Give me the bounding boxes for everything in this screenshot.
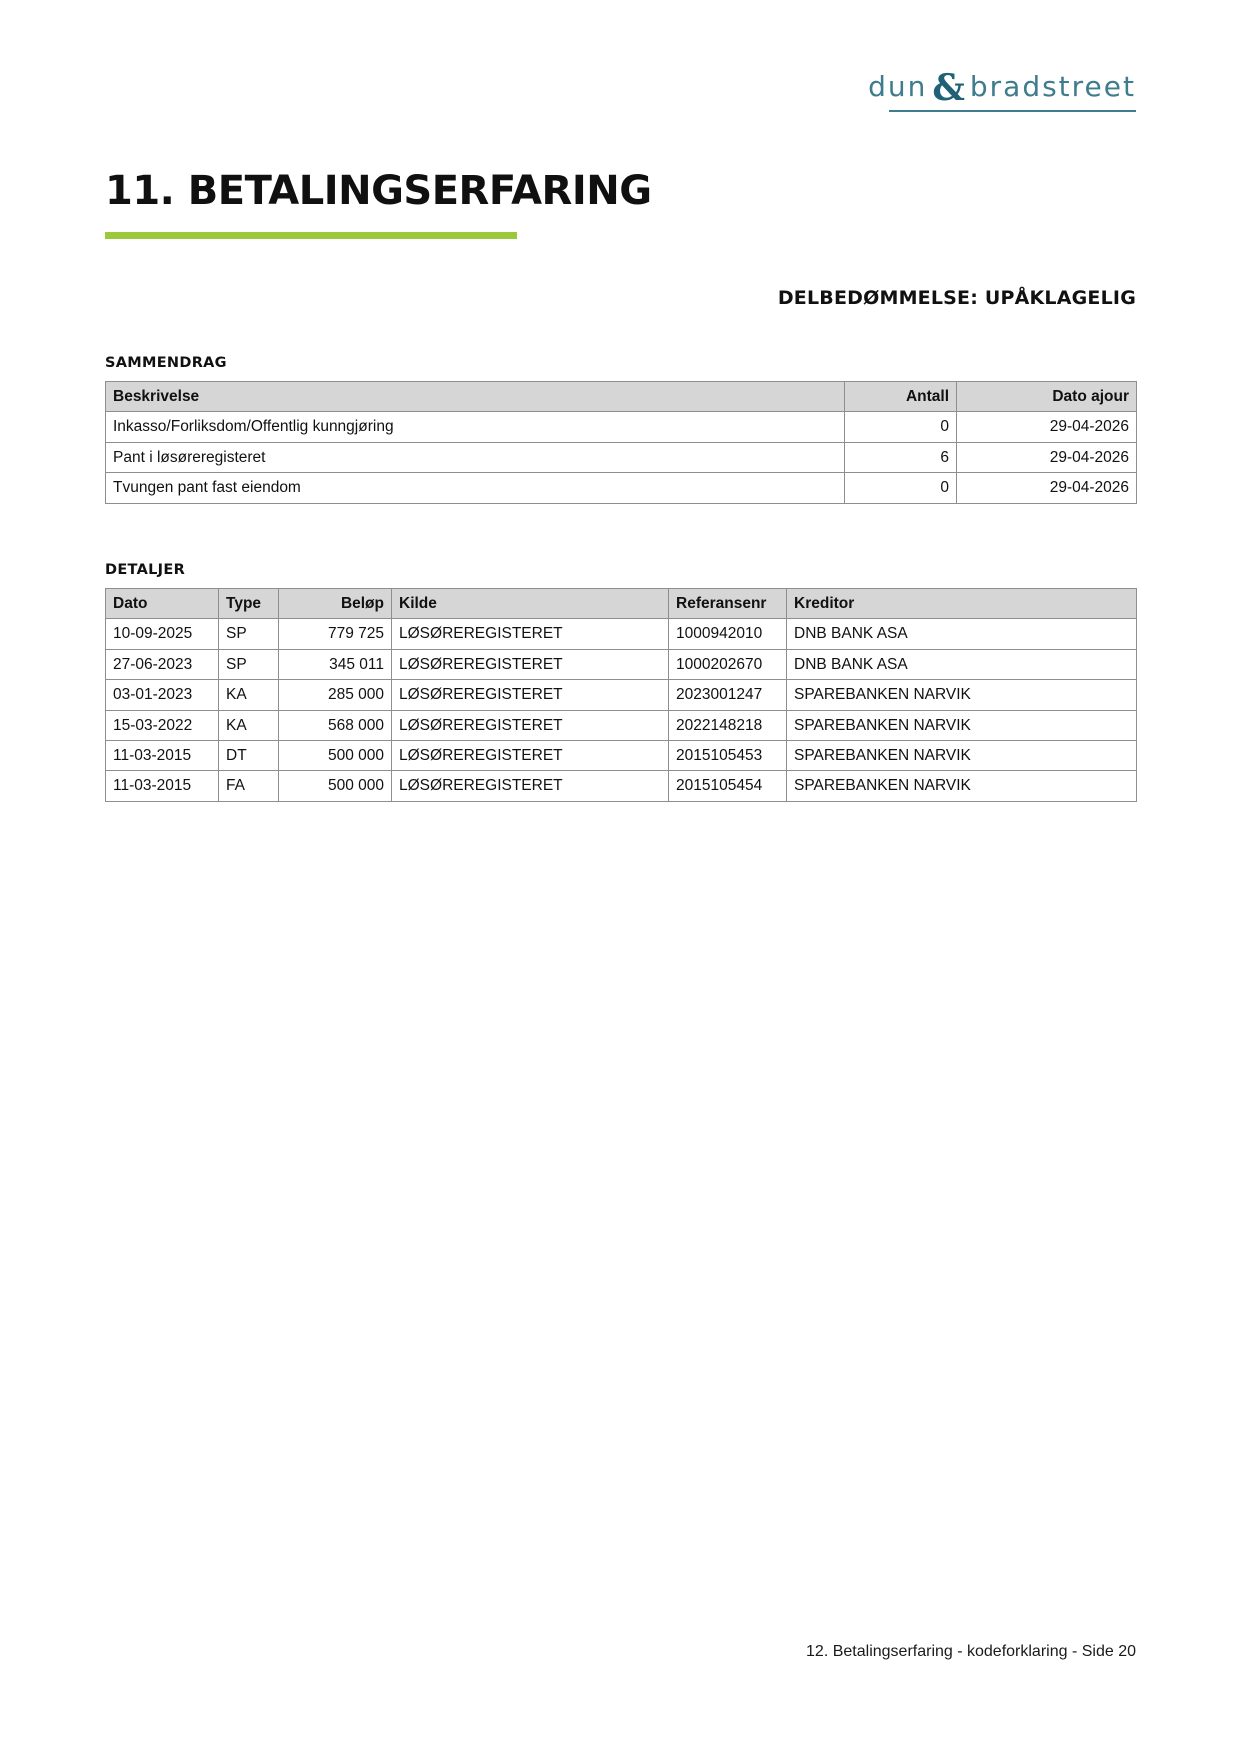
- title-accent-rule: [105, 232, 517, 239]
- details-cell-referansenr: 2023001247: [669, 680, 787, 710]
- table-row: [106, 680, 1137, 710]
- summary-cell-antall: 6: [845, 442, 957, 472]
- details-cell-kreditor: SPAREBANKEN NARVIK: [787, 680, 1137, 710]
- details-cell-belop: 345 011: [279, 649, 392, 679]
- details-section-label: DETALJER: [105, 562, 186, 578]
- summary-cell-antall: 0: [845, 473, 957, 503]
- summary-cell-dato: 29-04-2026: [957, 412, 1137, 442]
- summary-cell-antall: 0: [845, 412, 957, 442]
- details-cell-dato: 10-09-2025: [106, 619, 219, 649]
- table-row: [106, 412, 1137, 442]
- logo-underline: [889, 110, 1136, 112]
- details-cell-kilde: LØSØREREGISTERET: [392, 710, 669, 740]
- page-title: 11. BETALINGSERFARING: [105, 168, 652, 214]
- details-cell-referansenr: 2015105453: [669, 740, 787, 770]
- table-row: [106, 649, 1137, 679]
- details-header-belop: Beløp: [279, 589, 392, 619]
- details-cell-referansenr: 2022148218: [669, 710, 787, 740]
- summary-header-antall: Antall: [845, 382, 957, 412]
- details-cell-belop: 500 000: [279, 771, 392, 801]
- details-cell-belop: 779 725: [279, 619, 392, 649]
- details-cell-dato: 11-03-2015: [106, 771, 219, 801]
- details-header-referansenr: Referansenr: [669, 589, 787, 619]
- details-cell-referansenr: 1000942010: [669, 619, 787, 649]
- table-row: [106, 710, 1137, 740]
- table-row: [106, 771, 1137, 801]
- details-cell-kilde: LØSØREREGISTERET: [392, 680, 669, 710]
- details-cell-type: KA: [219, 710, 279, 740]
- details-header-kreditor: Kreditor: [787, 589, 1137, 619]
- details-cell-referansenr: 1000202670: [669, 649, 787, 679]
- details-cell-kreditor: SPAREBANKEN NARVIK: [787, 740, 1137, 770]
- details-cell-kreditor: SPAREBANKEN NARVIK: [787, 710, 1137, 740]
- details-table: [105, 588, 1137, 802]
- page-footer: 12. Betalingserfaring - kodeforklaring - Side 20: [806, 1643, 1136, 1660]
- details-header-type: Type: [219, 589, 279, 619]
- table-row: [106, 740, 1137, 770]
- summary-table: [105, 381, 1137, 504]
- details-cell-type: DT: [219, 740, 279, 770]
- details-cell-referansenr: 2015105454: [669, 771, 787, 801]
- logo-ampersand-icon: &: [932, 67, 965, 109]
- details-cell-dato: 11-03-2015: [106, 740, 219, 770]
- table-row: [106, 442, 1137, 472]
- details-cell-dato: 03-01-2023: [106, 680, 219, 710]
- summary-header-beskrivelse: Beskrivelse: [106, 382, 845, 412]
- details-cell-type: FA: [219, 771, 279, 801]
- details-cell-belop: 285 000: [279, 680, 392, 710]
- summary-section-label: SAMMENDRAG: [105, 355, 227, 371]
- details-cell-kilde: LØSØREREGISTERET: [392, 649, 669, 679]
- summary-header-dato-ajour: Dato ajour: [957, 382, 1137, 412]
- sub-assessment-label: DELBEDØMMELSE: UPÅKLAGELIG: [777, 287, 1136, 309]
- details-cell-type: SP: [219, 619, 279, 649]
- details-cell-kilde: LØSØREREGISTERET: [392, 619, 669, 649]
- details-cell-dato: 15-03-2022: [106, 710, 219, 740]
- logo-text-left: dun: [868, 69, 928, 103]
- details-cell-type: SP: [219, 649, 279, 679]
- table-header-row: [106, 589, 1137, 619]
- table-row: [106, 619, 1137, 649]
- details-cell-belop: 500 000: [279, 740, 392, 770]
- details-cell-kreditor: DNB BANK ASA: [787, 619, 1137, 649]
- table-row: [106, 473, 1137, 503]
- dun-bradstreet-logo: [868, 67, 1136, 109]
- summary-cell-dato: 29-04-2026: [957, 473, 1137, 503]
- details-cell-kilde: LØSØREREGISTERET: [392, 740, 669, 770]
- details-cell-type: KA: [219, 680, 279, 710]
- summary-cell-dato: 29-04-2026: [957, 442, 1137, 472]
- details-cell-kreditor: DNB BANK ASA: [787, 649, 1137, 679]
- details-cell-kreditor: SPAREBANKEN NARVIK: [787, 771, 1137, 801]
- summary-cell-beskrivelse: Pant i løsøreregisteret: [106, 442, 845, 472]
- details-cell-belop: 568 000: [279, 710, 392, 740]
- details-header-dato: Dato: [106, 589, 219, 619]
- details-header-kilde: Kilde: [392, 589, 669, 619]
- details-cell-dato: 27-06-2023: [106, 649, 219, 679]
- table-header-row: [106, 382, 1137, 412]
- logo-text-right: bradstreet: [969, 69, 1136, 103]
- summary-cell-beskrivelse: Tvungen pant fast eiendom: [106, 473, 845, 503]
- details-cell-kilde: LØSØREREGISTERET: [392, 771, 669, 801]
- summary-cell-beskrivelse: Inkasso/Forliksdom/Offentlig kunngjøring: [106, 412, 845, 442]
